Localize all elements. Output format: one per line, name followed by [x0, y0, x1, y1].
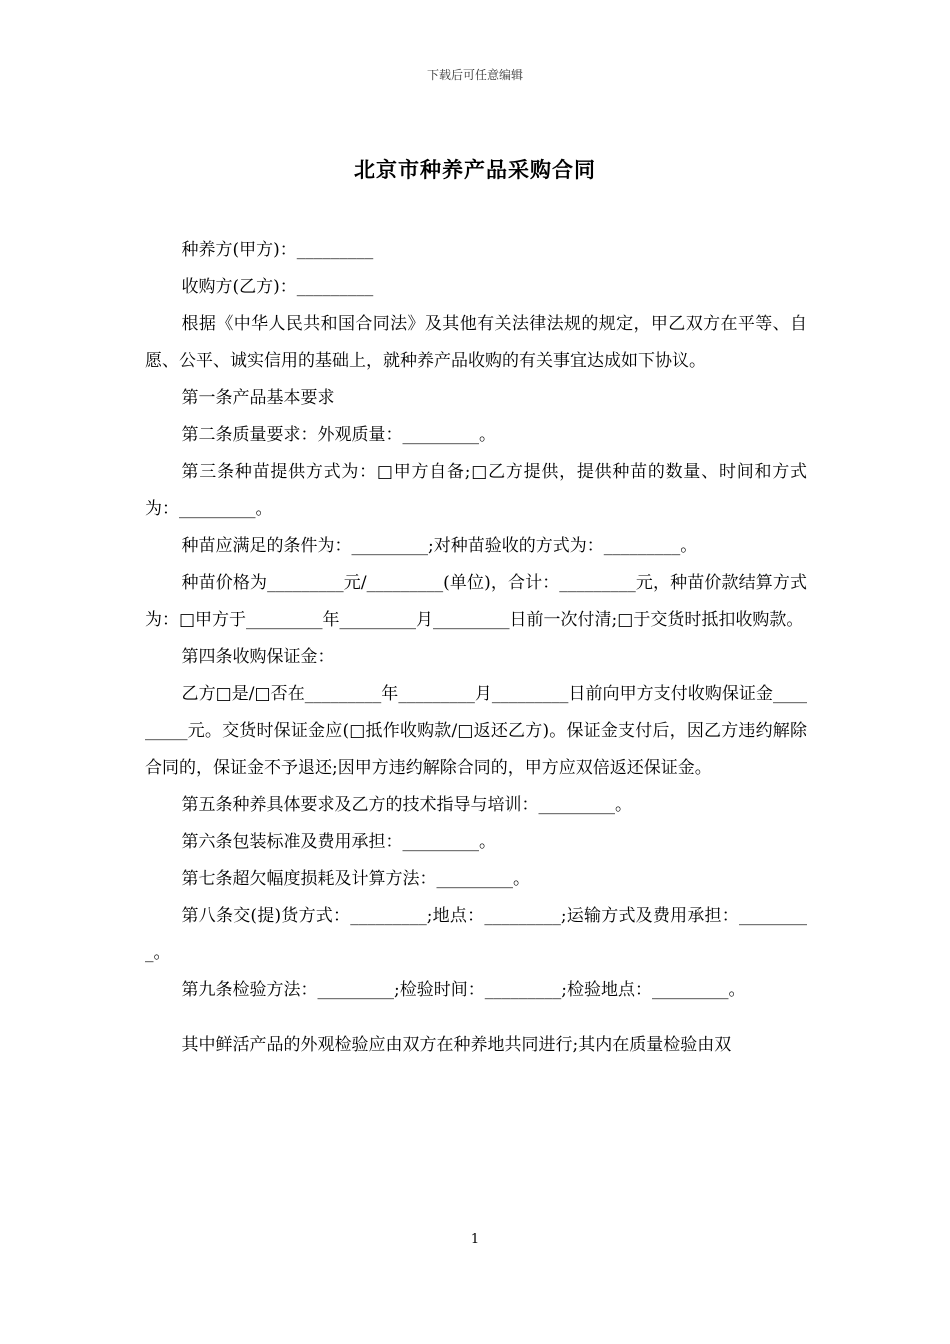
article-5: 第五条种养具体要求及乙方的技术指导与培训：_________。 [181, 795, 633, 815]
document-title: 北京市种养产品采购合同 [354, 157, 596, 182]
party-a-line: 种养方(甲方)：_________ [181, 240, 374, 260]
article-9: 第九条检验方法：_________;检验时间：_________;检验地点：_________。 [181, 980, 746, 1000]
seedling-conditions: 种苗应满足的条件为：_________;对种苗验收的方式为：_________。 [181, 536, 698, 556]
contract-body [145, 232, 807, 1064]
inspection-paragraph: 其中鲜活产品的外观检验应由双方在种养地共同进行;其内在质量检验由双 [181, 1035, 732, 1055]
article-7: 第七条超欠幅度损耗及计算方法：_________。 [181, 869, 531, 889]
article-8: 第八条交(提)货方式：_________;地点：_________;运输方式及费用承担：_________。 [145, 906, 807, 963]
article-1: 第一条产品基本要求 [181, 388, 335, 408]
header-note: 下载后可任意编辑 [426, 68, 523, 82]
article-6: 第六条包装标准及费用承担：_________。 [181, 832, 497, 852]
deposit-paragraph: 乙方□是/□否在_________年_________月_________日前向甲方支付收购保证金_________元。交货时保证金应(□抵作收购款/□返还乙方)。保证金支付后，因乙方违约解除合同的，保证金不予退还;因甲方违约解除合同的，甲方应双倍返还保证金。 [145, 684, 807, 778]
page-number: 1 [470, 1232, 480, 1247]
article-2: 第二条质量要求：外观质量：_________。 [181, 425, 497, 445]
party-b-line: 收购方(乙方)：_________ [181, 277, 374, 297]
preamble-paragraph: 根据《中华人民共和国合同法》及其他有关法律法规的规定，甲乙双方在平等、自愿、公平、诚实信用的基础上，就种养产品收购的有关事宜达成如下协议。 [145, 314, 807, 371]
paragraph-gap [145, 1009, 807, 1027]
article-3: 第三条种苗提供方式为：□甲方自备;□乙方提供，提供种苗的数量、时间和方式为：_________。 [145, 462, 807, 519]
article-4: 第四条收购保证金： [181, 647, 335, 667]
seedling-price: 种苗价格为_________元/_________(单位)，合计：_________元，种苗价款结算方式为：□甲方于_________年_________月_________日前一次付清;□于交货时抵扣收购款。 [145, 573, 807, 630]
